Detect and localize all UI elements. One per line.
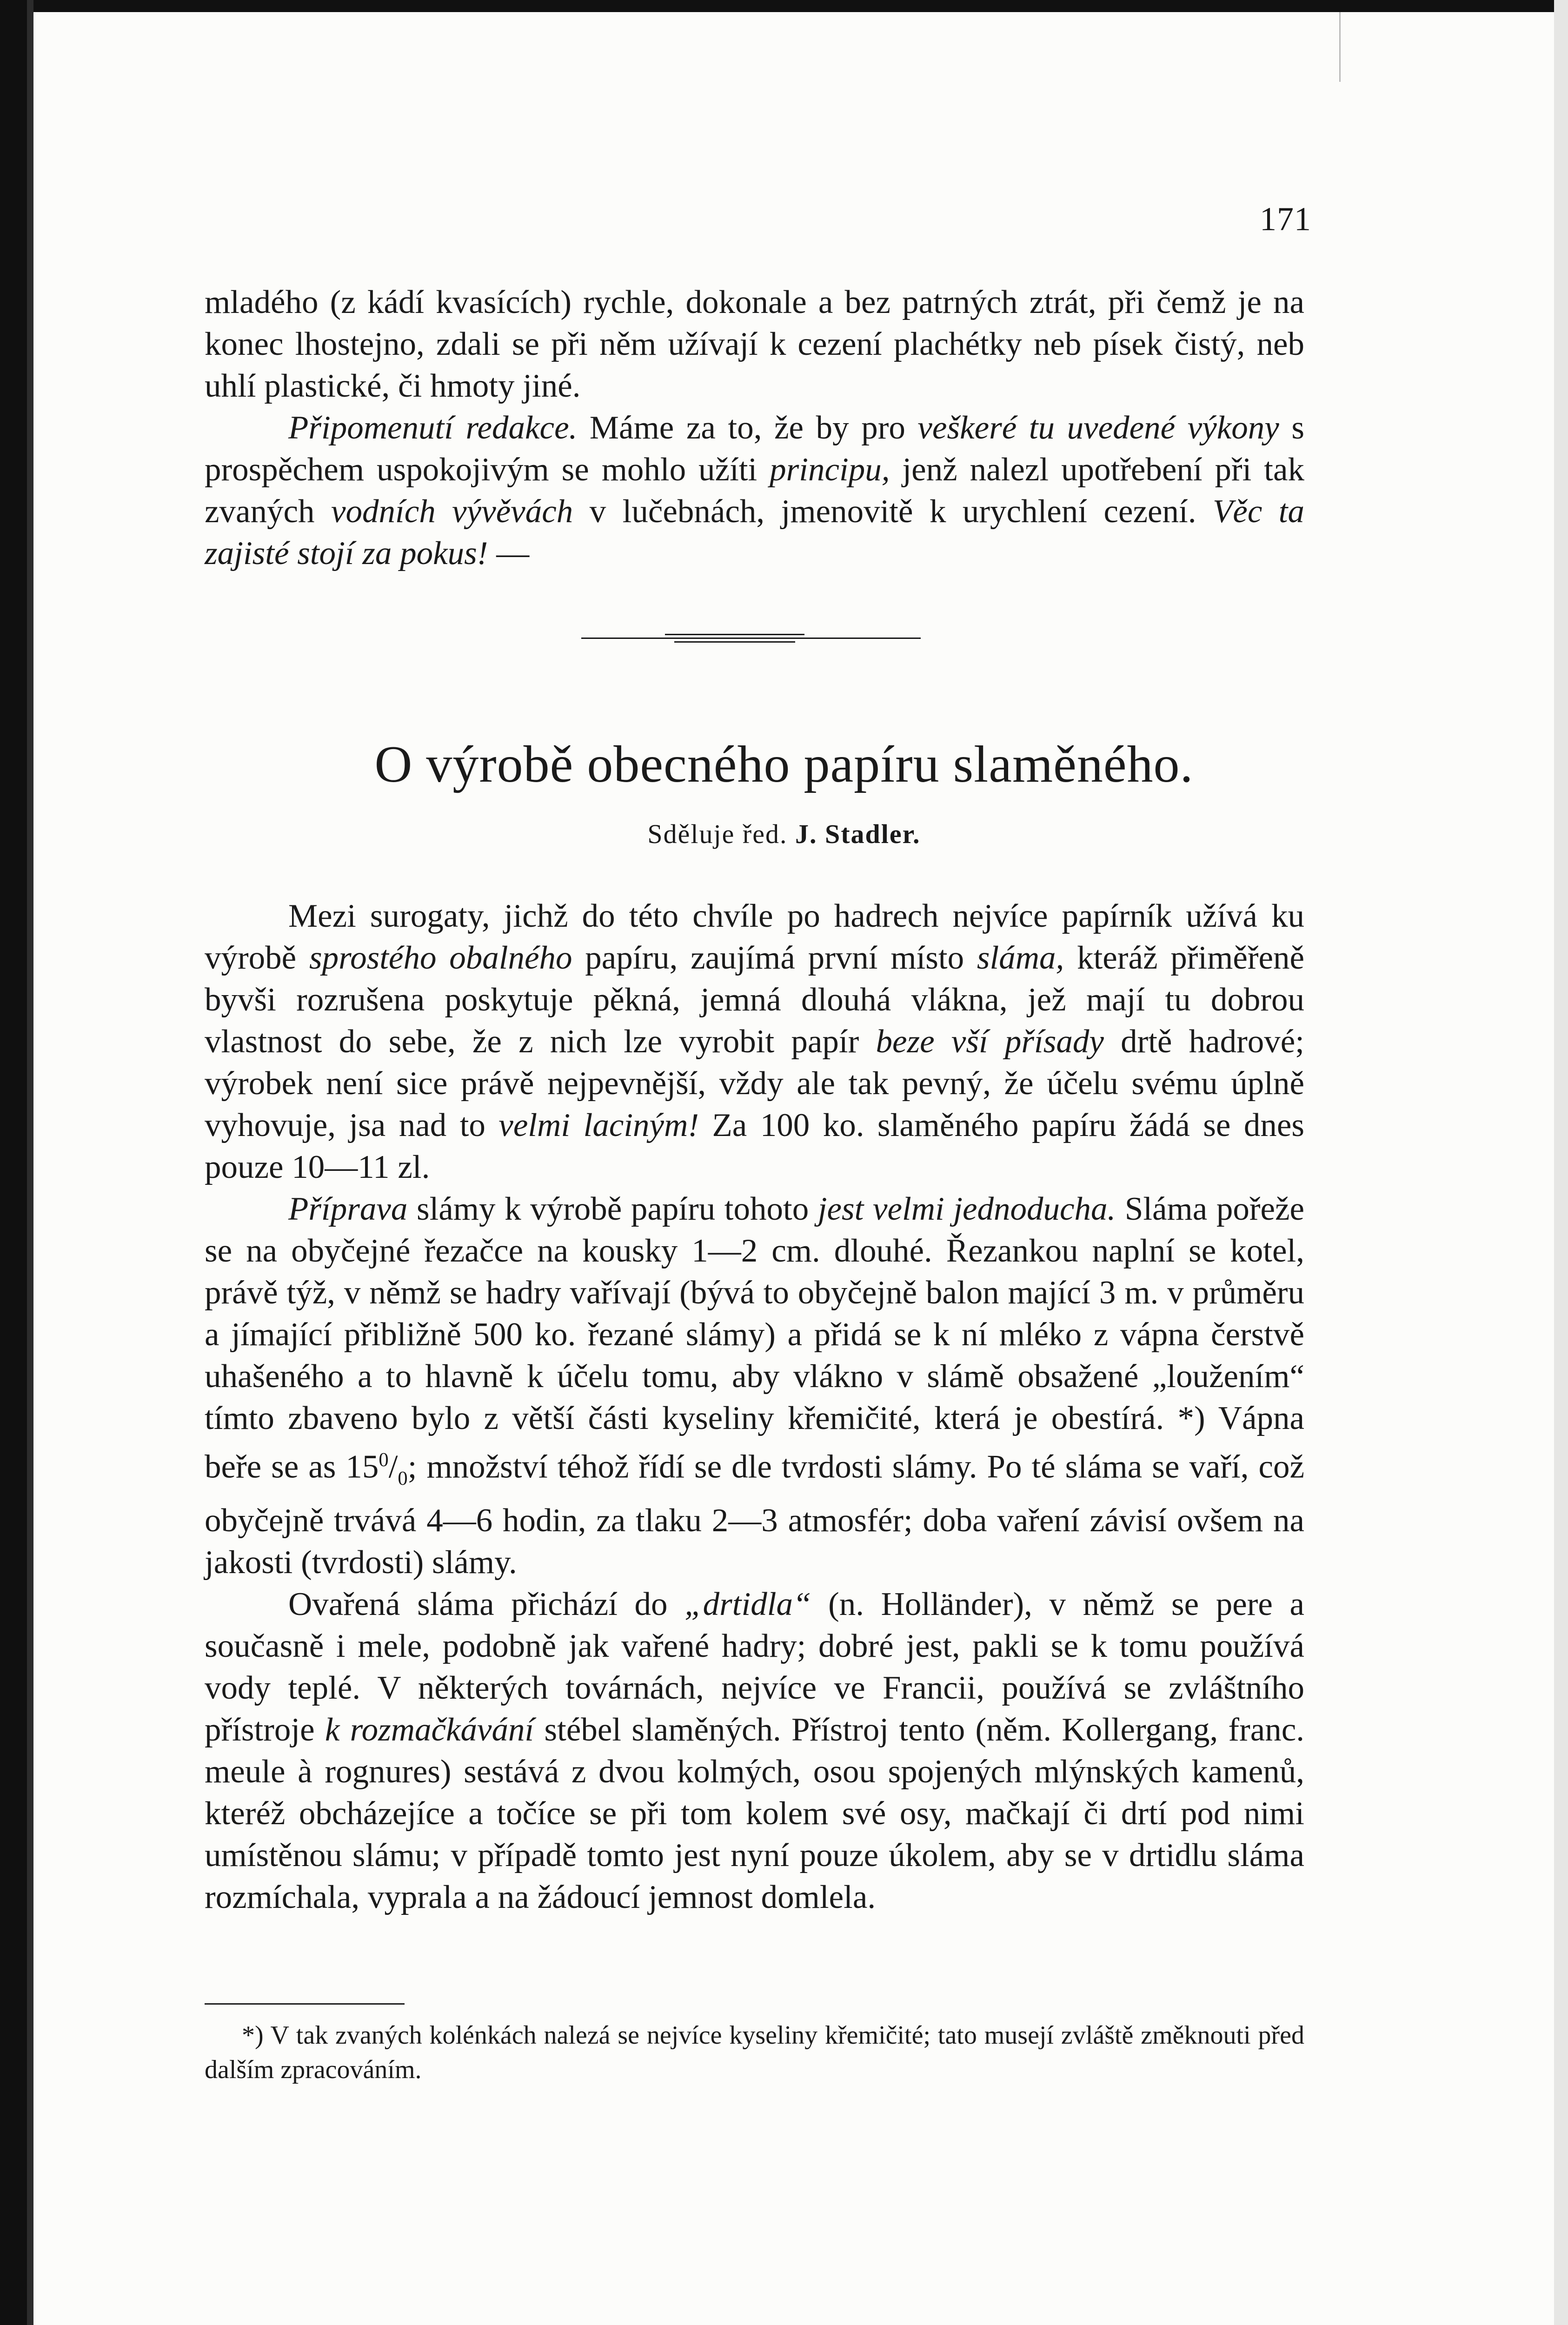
- editor-note-text: v lučebnách, jmenovitě k urychlení cezení.: [589, 493, 1196, 530]
- text-run: slámy k výrobě papíru tohoto: [416, 1191, 809, 1227]
- emphasis: Příprava: [288, 1191, 408, 1227]
- footnote: *) V tak zvaných kolénkách nalezá se nejvíce kyseliny křemičité; tato musejí zvláště změknouti před dalším zpracováním.: [205, 2021, 1304, 2084]
- text-run: kteráž přiměřeně byvši rozrušena poskytuje pěkná, jemná dlouhá vlákna, jež mají tu dobrou vlastnost do sebe, že z nich lze vyrobit papír: [205, 940, 1305, 1060]
- editor-note-text: s prospěchem uspokojivým se mohlo užíti: [205, 410, 1305, 488]
- text-run: Sláma pořeže se na obyčejné řezačce na kousky 1—2 cm. dlouhé. Řezankou naplní se kotel, právě týž, v němž se hadry vařívají (bývá to obyčejně balon mající 3 m. v průměru a jímající přibližně 500 ko. řezané slámy) a přidá se k ní mléko z vápna čerstvě uhašeného a to hlavně k účelu tomu, aby vlákno v slámě obsažené „loužením“ tímto zbaveno bylo z větší části kyseliny křemičité, která je obestírá. *) Vápna beře se as 15: [205, 1191, 1305, 1485]
- byline-author: J. Stadler.: [795, 819, 921, 849]
- editor-note-text: jenž nalezl upotřebení při tak zvaných: [205, 452, 1305, 530]
- text-run: stébel slaměných. Přístroj tento (něm. Kollergang, franc. meule à rognures) sestává z dvou kolmých, osou spojených mlýnských kamenů, kteréž obcházejíce a točíce se při tom kolem své osy, mačkají či drtí pod nimi umístěnou slámu; v případě tomto jest nyní pouze úkolem, aby se v drtidlu sláma rozmíchala, vyprala a na žádoucí jemnost domlela.: [205, 1711, 1304, 1915]
- body-paragraph-3: [205, 1583, 1304, 1918]
- section-separator: [581, 630, 921, 649]
- text-run: Ovařená sláma přichází do: [288, 1586, 668, 1622]
- text-run: Za 100 ko. slaměného papíru žádá se dnes pouze 10—11 zl.: [205, 1107, 1305, 1185]
- percent-slash: /: [388, 1448, 398, 1485]
- editor-note-text: Máme za to, že by pro: [589, 410, 905, 446]
- emphasis: velmi laciným!: [498, 1107, 699, 1143]
- emphasis: sprostého obalného: [309, 940, 572, 976]
- emphasis: „drtidla“: [684, 1586, 811, 1622]
- page-number: 171: [1260, 200, 1311, 238]
- text-run: papíru, zaujímá první místo: [585, 940, 964, 976]
- text-run: ; množství téhož řídí se dle tvrdosti slámy. Po té sláma se vaří, což obyčejně trvává 4—6 hodin, za tlaku 2—3 atmosfér; doba vaření závisí ovšem na jakosti (tvrdosti) slámy.: [205, 1448, 1304, 1581]
- text-run: Mezi surogaty, jichž do této chvíle po hadrech nejvíce papírník užívá ku výrobě: [205, 898, 1304, 976]
- body-paragraph-2: [205, 1188, 1304, 1583]
- editor-note-emphasis: Věc ta zajisté stojí za pokus!: [205, 493, 1304, 571]
- scan-border-top: [0, 0, 1568, 12]
- text-run: drtě hadrové; výrobek není sice právě nejpevnější, vždy ale tak pevný, že účelu svému úplně vyhovuje, jsa nad to: [205, 1023, 1305, 1143]
- percent-sub: 0: [398, 1467, 408, 1489]
- editor-note-emphasis: principu,: [770, 452, 890, 488]
- byline: [0, 818, 1568, 850]
- page-fold-mark: [1339, 12, 1341, 82]
- emphasis: k rozmačkávání: [325, 1711, 534, 1748]
- scan-border-left-shadow: [27, 0, 33, 2325]
- editor-note-label: Připomenutí redakce.: [288, 410, 578, 446]
- article-body: [205, 895, 1304, 1918]
- editor-note-dash: —: [496, 535, 530, 571]
- scan-border-left: [0, 0, 27, 2325]
- article-title: O výrobě obecného papíru slaměného.: [374, 736, 1194, 793]
- emphasis: beze vší přísady: [876, 1023, 1104, 1060]
- editor-note-emphasis: vodních vývěvách: [331, 493, 573, 530]
- intro-paragraph: mladého (z kádí kvasících) rychle, dokonale a bez patrných ztrát, při čemž je na konec lhostejno, zdali se při něm užívají k cezení plachétky neb písek čistý, neb uhlí plastické, či hmoty jiné.: [205, 284, 1304, 404]
- emphasis: sláma,: [977, 940, 1064, 976]
- footnote-rule: [205, 2003, 405, 2005]
- byline-prefix: Sděluje řed.: [647, 819, 788, 849]
- emphasis: jest velmi jednoducha.: [817, 1191, 1116, 1227]
- body-paragraph-1: [205, 895, 1304, 1188]
- intro-section: [205, 281, 1304, 574]
- percent-sup: 0: [379, 1449, 389, 1471]
- editor-note-emphasis: veškeré tu uvedené výkony: [917, 410, 1279, 446]
- text-run: (n. Holländer), v němž se pere a současně i mele, podobně jak vařené hadry; dobré jest, pakli se k tomu používá vody teplé. V některých továrnách, nejvíce ve Francii, používá se zvláštního přístroje: [205, 1586, 1305, 1748]
- editor-note: [205, 407, 1304, 574]
- scan-border-right: [1554, 0, 1568, 2325]
